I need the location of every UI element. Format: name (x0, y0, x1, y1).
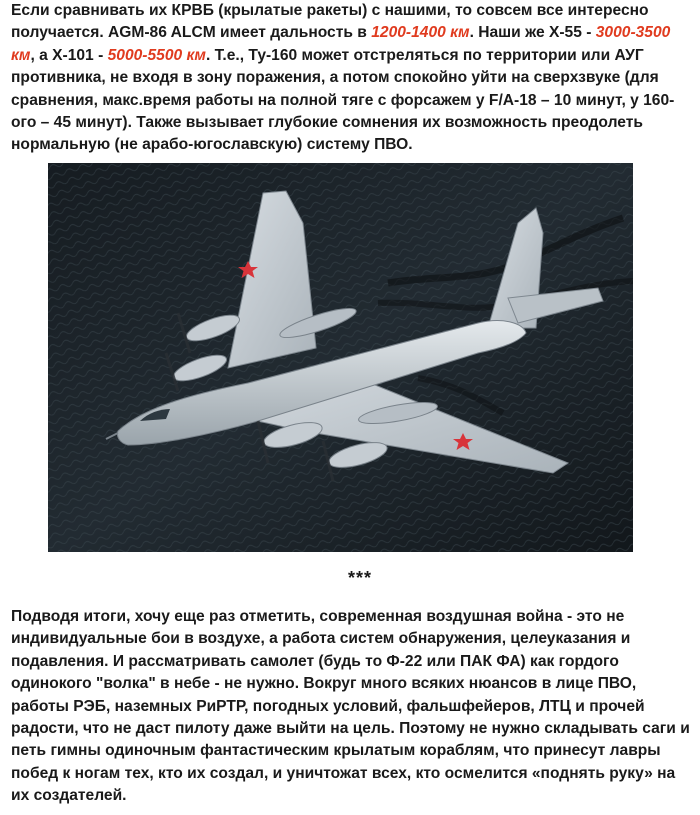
highlight-range-kh101: 5000-5500 км (107, 46, 206, 64)
highlight-range-agm86: 1200-1400 км (371, 24, 470, 42)
text-segment: , а Х-101 - (30, 46, 108, 64)
highlight-range-kh55: 3000-3500 км (11, 24, 671, 64)
text-segment: . Наши же Х-55 - (469, 24, 596, 42)
aircraft-photo (48, 163, 633, 552)
section-separator: *** (347, 568, 372, 588)
text-segment: Если сравнивать их КРВБ (крылатые ракеты) с нашими, то совсем все интересно получается. AGM-86 ALCM имеет дальность в (11, 2, 649, 42)
text-segment: . Т.е., Ту-160 может отстреляться по территории или АУГ противника, не входя в зону поражения, а потом спокойно уйти на сверхзвуке (для сравнения, макс.время работы на полной тяге с форсажем у F/A-18 – 10 минут, у 160-ого – 45 минут). Также вызывает глубокие сомнения их возможность преодолеть нормальную (не арабо-югославскую) систему ПВО. (11, 46, 675, 154)
paragraph-conclusion: Подводя итоги, хочу еще раз отметить, современная воздушная война - это не индивидуальные бои в воздухе, а работа систем обнаружения, целеуказания и подавления. И рассматривать самолет (будь то Ф-22 или ПАК ФА) как гордого одинокого "волка" в небе - не нужно. Вокруг много всяких нюансов в лице ПВО, работы РЭБ, наземных РиРТР, погодных условий, фальшфейеров, ЛТЦ и прочей радости, что не даст пилоту даже выйти на цель. Поэтому не нужно складывать саги и петь гимны одиночным фантастическим крылатым кораблям, что принесут лавры побед к ногам тех, кто их создал, и уничтожат всех, кто осмелится «поднять руку» на их создателей. (11, 608, 690, 805)
paragraph-missiles (11, 0, 691, 157)
